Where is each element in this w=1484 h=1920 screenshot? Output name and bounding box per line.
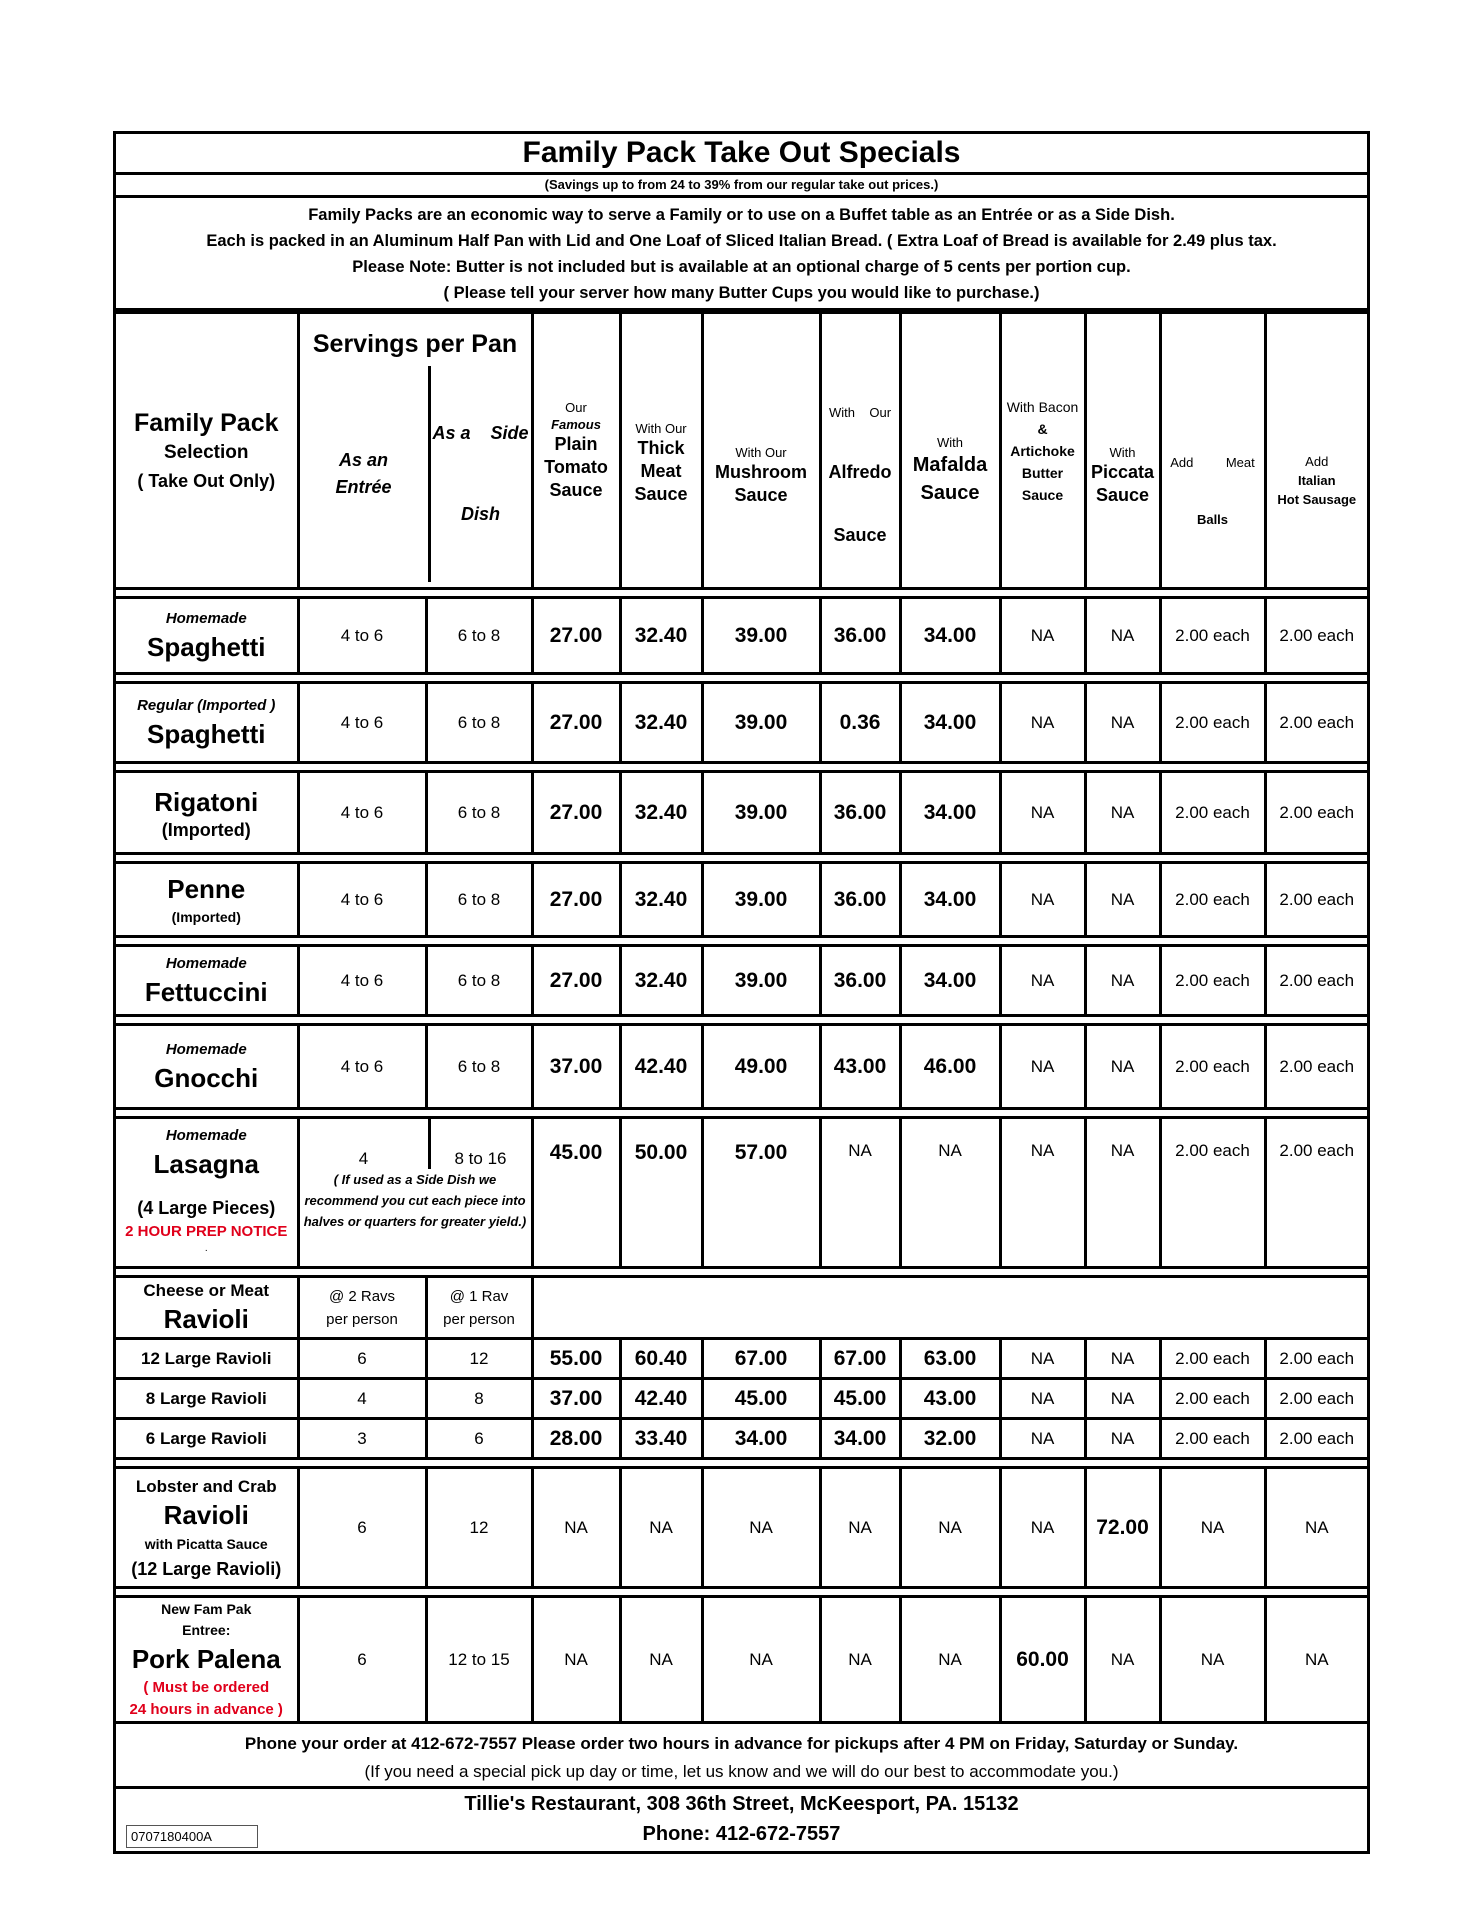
prep-notice: 2 HOUR PREP NOTICE [125,1223,288,1240]
price-meatballs: 2.00 each [1160,1025,1265,1109]
row-divider [116,1459,1367,1468]
servings-side: 8 to 16 [428,1119,531,1169]
table-row [116,863,1367,937]
price-alfredo: 43.00 [820,1025,900,1109]
price-meat: 32.40 [620,772,702,854]
header-sausage [1265,313,1367,589]
price-mafalda: 34.00 [900,772,1000,854]
menu-sheet [113,131,1370,1854]
item-prefix: Homemade [165,609,247,627]
item-prefix: Entree: [182,1621,231,1638]
item-title: Ravioli [163,1499,249,1530]
item-title: Spaghetti [147,718,266,749]
table-row [116,598,1367,674]
intro-line: Please Note: Butter is not included but is available at an optional charge of 5 cents per portion cup. [352,258,1131,276]
servings-entree: 4 [298,1379,426,1419]
price-sausage: 2.00 each [1265,683,1367,763]
price-piccata: NA [1085,598,1160,674]
servings-side: 6 to 8 [426,772,532,854]
price-meatballs: 2.00 each [1160,683,1265,763]
price-sausage: 2.00 each [1265,1118,1367,1268]
header-bacon-line: With Bacon [1006,398,1079,415]
price-tomato: 27.00 [532,598,620,674]
header-meat-line: Thick [637,437,685,458]
servings-entree: 3 [298,1419,426,1459]
price-meatballs: 2.00 each [1160,598,1265,674]
intro-line: ( Please tell your server how many Butter Cups you would like to purchase.) [443,284,1040,302]
servings-entree: 4 to 6 [298,946,426,1016]
header-servings-title: Servings per Pan [312,330,518,358]
price-sausage: 2.00 each [1265,1025,1367,1109]
header-meatballs-line: Add Meat [1170,454,1255,470]
servings-entree: 4 to 6 [298,863,426,937]
item-title: Rigatoni [154,786,259,817]
item-name [116,598,298,674]
price-mushroom: 39.00 [702,772,820,854]
header-alfredo-line: Sauce [833,525,887,545]
intro-text [116,198,1367,311]
item-name: 8 Large Ravioli [116,1379,298,1419]
header-sausage-line: Italian [1297,473,1336,488]
price-tomato: 45.00 [532,1118,620,1268]
header-bacon-line: & [1037,420,1048,437]
price-mafalda: 63.00 [900,1339,1000,1379]
price-mushroom: 39.00 [702,863,820,937]
item-name [116,946,298,1016]
header-entree [300,366,430,582]
header-alfredo-line: Alfredo [828,462,892,482]
price-bacon-artichoke: NA [1000,683,1085,763]
price-tomato: 27.00 [532,772,620,854]
price-meat: 50.00 [620,1118,702,1268]
price-mafalda: NA [900,1597,1000,1723]
table-row [116,946,1367,1016]
header-mafalda-line: Sauce [920,482,980,504]
price-bacon-artichoke: NA [1000,1339,1085,1379]
price-meat: 42.40 [620,1379,702,1419]
header-alfredo [820,313,900,589]
order-info [116,1724,1367,1789]
price-mushroom: NA [702,1468,820,1588]
price-meatballs: 2.00 each [1160,772,1265,854]
header-tomato-line: Plain [554,434,598,454]
price-meat: 60.40 [620,1339,702,1379]
item-prefix: Regular (Imported ) [137,696,276,714]
servings-entree: 4 to 6 [298,1025,426,1109]
price-meat: NA [620,1597,702,1723]
price-alfredo: 0.36 [820,683,900,763]
servings-side: 6 to 8 [426,863,532,937]
price-tomato: 28.00 [532,1419,620,1459]
header-row [116,313,1367,589]
restaurant-phone: Phone: 412-672-7557 [642,1823,841,1845]
price-mushroom: 39.00 [702,598,820,674]
price-meatballs: NA [1160,1597,1265,1723]
header-entree-line: Entrée [335,477,392,497]
price-piccata: NA [1085,1118,1160,1268]
item-name [116,1277,298,1339]
price-bacon-artichoke: NA [1000,1025,1085,1109]
header-meatballs-line: Balls [1196,511,1229,527]
price-meat: 32.40 [620,598,702,674]
row-divider [116,589,1367,598]
price-alfredo: NA [820,1597,900,1723]
header-selection-label: Selection [164,441,249,463]
price-bacon-artichoke: NA [1000,1379,1085,1419]
price-sausage: 2.00 each [1265,1379,1367,1419]
item-title: Spaghetti [147,631,266,662]
header-tomato-line: Sauce [549,480,603,500]
price-mushroom: 67.00 [702,1339,820,1379]
item-prefix: Homemade [165,954,247,972]
price-mushroom: 49.00 [702,1025,820,1109]
servings-side [426,1277,532,1339]
price-mafalda: 43.00 [900,1379,1000,1419]
price-sausage: NA [1265,1597,1367,1723]
restaurant-info [116,1789,1367,1851]
price-tomato: NA [532,1597,620,1723]
price-meatballs: 2.00 each [1160,946,1265,1016]
price-piccata: NA [1085,946,1160,1016]
item-subtitle: with Picatta Sauce [144,1535,268,1552]
servings-side: 8 [426,1379,532,1419]
header-bacon-line: Sauce [1021,486,1064,503]
price-alfredo: 36.00 [820,946,900,1016]
item-name [116,1025,298,1109]
header-meat-line: Meat [640,460,682,481]
item-name: 6 Large Ravioli [116,1419,298,1459]
servings-entree: 6 [298,1597,426,1723]
price-sausage: 2.00 each [1265,598,1367,674]
price-bacon-artichoke: NA [1000,598,1085,674]
intro-line: Each is packed in an Aluminum Half Pan with Lid and One Loaf of Sliced Italian Bread. ( Extra Loaf of Bread is available for 2.49 plus tax. [206,232,1277,250]
price-bacon-artichoke: NA [1000,1468,1085,1588]
header-mushroom-line: Mushroom [715,462,807,482]
price-alfredo: 36.00 [820,863,900,937]
servings-entree: 6 [298,1339,426,1379]
servings-side: 6 to 8 [426,1025,532,1109]
price-piccata: NA [1085,1339,1160,1379]
price-alfredo: 45.00 [820,1379,900,1419]
header-bacon-line: Artichoke [1010,442,1075,459]
header-piccata-line: With [1109,445,1136,460]
price-mushroom: 57.00 [702,1118,820,1268]
price-tomato: 55.00 [532,1339,620,1379]
price-meat: 32.40 [620,863,702,937]
price-meat: 32.40 [620,946,702,1016]
servings-note: per person [443,1310,515,1328]
blank-cell [532,1277,1367,1339]
price-tomato: 37.00 [532,1379,620,1419]
intro-line: Family Packs are an economic way to serve a Family or to use on a Buffet table as an Entrée or as a Side Dish. [308,206,1175,224]
price-mushroom: 45.00 [702,1379,820,1419]
price-piccata: NA [1085,863,1160,937]
row-divider [116,1016,1367,1025]
header-selection-title: Family Pack [133,408,279,437]
price-piccata: NA [1085,1419,1160,1459]
row-divider [116,763,1367,772]
servings-side: 12 to 15 [426,1597,532,1723]
price-piccata: 72.00 [1085,1468,1160,1588]
price-meatballs: 2.00 each [1160,1339,1265,1379]
table-row [116,1379,1367,1419]
price-meat: 32.40 [620,683,702,763]
servings-entree: 6 [298,1468,426,1588]
item-suffix: (4 Large Pieces) [137,1198,276,1218]
servings-side: 6 to 8 [426,946,532,1016]
row-divider [116,854,1367,863]
price-mushroom: 39.00 [702,683,820,763]
header-tomato [532,313,620,589]
item-title: Fettuccini [144,976,268,1007]
price-mafalda: 32.00 [900,1419,1000,1459]
row-divider [116,1109,1367,1118]
price-alfredo: 36.00 [820,772,900,854]
price-mafalda: 34.00 [900,946,1000,1016]
ravioli-header-row [116,1277,1367,1339]
document-code: 0707180400A [126,1825,258,1848]
table-row [116,1339,1367,1379]
servings-entree: 4 to 6 [298,598,426,674]
item-name [116,863,298,937]
price-table [116,311,1367,1724]
table-row [116,1025,1367,1109]
item-name [116,1118,298,1268]
side-dish-note: ( If used as a Side Dish we recommend you cut each piece into halves or quarters for greater yield.) [303,1172,527,1229]
servings-entree [298,1277,426,1339]
header-tomato-line: Famous [551,417,601,432]
header-bacon [1000,313,1085,589]
header-piccata-line: Sauce [1095,485,1150,505]
item-title: Pork Palena [131,1643,281,1674]
price-piccata: NA [1085,683,1160,763]
item-prefix: Homemade [165,1040,247,1058]
servings-lasagna [298,1118,532,1268]
servings-side: 6 to 8 [426,683,532,763]
header-meatballs [1160,313,1265,589]
price-meatballs: 2.00 each [1160,1379,1265,1419]
price-tomato: NA [532,1468,620,1588]
price-sausage: NA [1265,1468,1367,1588]
header-meat-line: Sauce [634,483,688,504]
row-divider [116,937,1367,946]
special-pickup-line: (If you need a special pick up day or time, let us know and we will do our best to accommodate you.) [364,1762,1119,1781]
price-piccata: NA [1085,1597,1160,1723]
header-selection [116,313,298,589]
header-selection-note: ( Take Out Only) [137,470,276,491]
price-alfredo: 67.00 [820,1339,900,1379]
servings-entree: 4 [358,1149,369,1168]
item-name [116,1468,298,1588]
price-meatballs: NA [1160,1468,1265,1588]
item-title: Gnocchi [154,1062,259,1093]
price-alfredo: 36.00 [820,598,900,674]
item-prefix: Homemade [165,1127,247,1144]
price-meatballs: 2.00 each [1160,1118,1265,1268]
item-name [116,1597,298,1723]
price-sausage: 2.00 each [1265,772,1367,854]
price-mushroom: 34.00 [702,1419,820,1459]
header-side [429,366,531,582]
price-meat: NA [620,1468,702,1588]
price-tomato: 27.00 [532,683,620,763]
price-bacon-artichoke: NA [1000,772,1085,854]
servings-note: @ 1 Rav [449,1287,509,1305]
item-prefix: Lobster and Crab [135,1476,277,1496]
price-meat: 42.40 [620,1025,702,1109]
order-phone-line: Phone your order at 412-672-7557 Please order two hours in advance for pickups after 4 PM on Friday, Saturday or Sunday. [244,1734,1239,1753]
row-divider [116,1588,1367,1597]
price-alfredo: NA [820,1118,900,1268]
item-suffix: (12 Large Ravioli) [131,1558,282,1579]
item-suffix: (Imported) [161,819,251,840]
servings-side: 12 [426,1339,532,1379]
price-meat: 33.40 [620,1419,702,1459]
table-row [116,1468,1367,1588]
price-mushroom: NA [702,1597,820,1723]
savings-subtitle: (Savings up to from 24 to 39% from our regular take out prices.) [116,175,1367,198]
item-name [116,772,298,854]
row-divider [116,674,1367,683]
item-name [116,683,298,763]
price-tomato: 27.00 [532,946,620,1016]
price-bacon-artichoke: NA [1000,946,1085,1016]
price-piccata: NA [1085,1379,1160,1419]
header-meat-line: With Our [635,420,687,436]
header-servings [298,313,532,589]
item-suffix: (Imported) [171,908,241,925]
restaurant-address: Tillie's Restaurant, 308 36th Street, McKeesport, PA. 15132 [464,1793,1019,1815]
header-tomato-line: Our [565,400,587,415]
item-prefix: Cheese or Meat [143,1280,270,1300]
price-meatballs: 2.00 each [1160,1419,1265,1459]
header-side-line: Dish [460,504,500,524]
servings-entree: 4 to 6 [298,683,426,763]
price-piccata: NA [1085,772,1160,854]
row-divider [116,1268,1367,1277]
table-row [116,1118,1367,1268]
price-mafalda: NA [900,1118,1000,1268]
table-row [116,683,1367,763]
servings-note: @ 2 Ravs [328,1287,396,1305]
header-mushroom-line: Sauce [734,485,788,505]
table-row [116,1597,1367,1723]
page-title: Family Pack Take Out Specials [116,134,1367,175]
item-title: Lasagna [153,1149,259,1179]
price-mafalda: 34.00 [900,863,1000,937]
servings-side: 6 to 8 [426,598,532,674]
header-alfredo-line: With Our [828,405,892,420]
advance-notice: ( Must be ordered [143,1678,270,1696]
header-tomato-line: Tomato [544,457,608,477]
header-mushroom [702,313,820,589]
header-piccata [1085,313,1160,589]
table-row [116,1419,1367,1459]
price-bacon-artichoke: NA [1000,1118,1085,1268]
servings-note: per person [326,1310,398,1328]
servings-entree: 4 to 6 [298,772,426,854]
header-mafalda [900,313,1000,589]
price-tomato: 37.00 [532,1025,620,1109]
item-dot: . [204,1243,208,1254]
header-side-line: As a Side [432,423,529,443]
item-name: 12 Large Ravioli [116,1339,298,1379]
price-sausage: 2.00 each [1265,863,1367,937]
header-meat [620,313,702,589]
header-mafalda-line: With [937,435,963,450]
item-title: Ravioli [163,1303,249,1334]
header-piccata-line: Piccata [1090,462,1155,482]
price-alfredo: 34.00 [820,1419,900,1459]
price-sausage: 2.00 each [1265,1339,1367,1379]
header-entree-line: As an [338,450,389,470]
price-mushroom: 39.00 [702,946,820,1016]
header-bacon-line: Butter [1021,464,1064,481]
price-piccata: NA [1085,1025,1160,1109]
servings-side: 6 [426,1419,532,1459]
price-sausage: 2.00 each [1265,946,1367,1016]
price-mafalda: 34.00 [900,598,1000,674]
header-sausage-line: Add [1305,454,1329,469]
price-sausage: 2.00 each [1265,1419,1367,1459]
table-row [116,772,1367,854]
advance-notice: 24 hours in advance ) [129,1700,283,1718]
item-prefix: New Fam Pak [161,1600,252,1617]
header-mafalda-line: Mafalda [912,454,988,476]
price-tomato: 27.00 [532,863,620,937]
price-meatballs: 2.00 each [1160,863,1265,937]
item-title: Penne [167,873,246,904]
price-mafalda: NA [900,1468,1000,1588]
servings-side: 12 [426,1468,532,1588]
price-mafalda: 34.00 [900,683,1000,763]
price-bacon-artichoke: 60.00 [1000,1597,1085,1723]
price-bacon-artichoke: NA [1000,863,1085,937]
header-mushroom-line: With Our [735,445,787,460]
price-alfredo: NA [820,1468,900,1588]
header-sausage-line: Hot Sausage [1277,492,1357,507]
price-bacon-artichoke: NA [1000,1419,1085,1459]
price-mafalda: 46.00 [900,1025,1000,1109]
